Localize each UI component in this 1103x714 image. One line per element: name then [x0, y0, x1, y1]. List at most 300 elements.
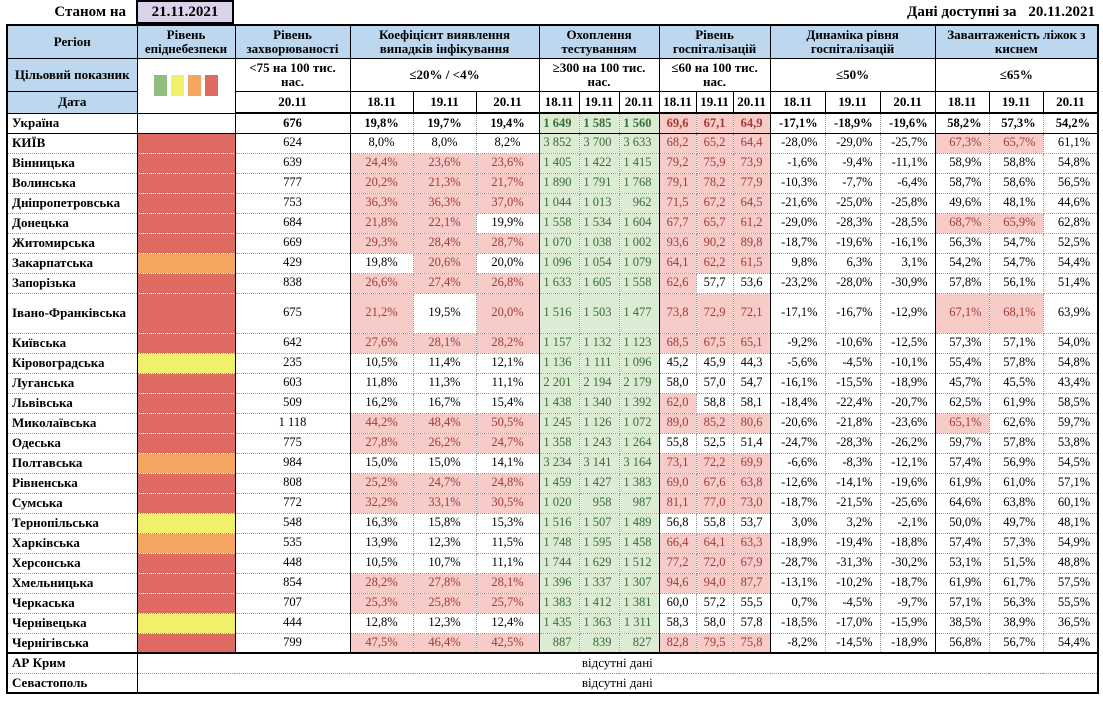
- cell-hospitalization-level: 55,8: [696, 513, 733, 533]
- cell-oxygen-beds: 58,6%: [989, 173, 1043, 193]
- cell-testing-coverage: 1 358: [539, 433, 579, 453]
- region-name: Україна: [7, 113, 137, 133]
- epidemic-level-cell: [137, 613, 235, 633]
- table-row: [7, 553, 1098, 573]
- cell-testing-coverage: 1 890: [539, 173, 579, 193]
- cell-hospitalization-level: 57,2: [696, 593, 733, 613]
- region-name: Закарпатська: [7, 253, 137, 273]
- cell-hospitalization-dynamics: -17,1%: [770, 113, 825, 133]
- cell-hospitalization-level: 78,2: [696, 173, 733, 193]
- cell-oxygen-beds: 54,0%: [1043, 333, 1098, 353]
- cell-oxygen-beds: 54,2%: [935, 253, 989, 273]
- cell-hospitalization-level: 65,1: [733, 333, 770, 353]
- table-row: [7, 373, 1098, 393]
- cell-oxygen-beds: 58,9%: [935, 153, 989, 173]
- cell-testing-coverage: 1 585: [579, 113, 619, 133]
- target-oxygen-beds: ≤65%: [935, 58, 1098, 91]
- topbar: [0, 0, 1103, 24]
- target-detection-coef: ≤20% / <4%: [350, 58, 539, 91]
- cell-testing-coverage: 1 791: [579, 173, 619, 193]
- epidemic-level-cell: [137, 213, 235, 233]
- region-name: Івано-Франківська: [7, 293, 137, 333]
- no-data-cell: відсутні дані: [137, 653, 1098, 673]
- cell-hospitalization-level: 58,0: [659, 373, 696, 393]
- cell-detection-coef: 36,3%: [413, 193, 476, 213]
- cell-hospitalization-dynamics: -8,3%: [825, 453, 880, 473]
- cell-hospitalization-level: 61,2: [733, 213, 770, 233]
- table-row: [7, 333, 1098, 353]
- cell-oxygen-beds: 58,2%: [935, 113, 989, 133]
- table-row: [7, 353, 1098, 373]
- cell-testing-coverage: 1 427: [579, 473, 619, 493]
- cell-detection-coef: 11,8%: [350, 373, 413, 393]
- legend-swatch: [154, 75, 167, 96]
- cell-hospitalization-level: 62,0: [659, 393, 696, 413]
- region-name: Рівненська: [7, 473, 137, 493]
- cell-testing-coverage: 1 459: [539, 473, 579, 493]
- cell-hospitalization-dynamics: -15,9%: [880, 613, 935, 633]
- cell-testing-coverage: 3 234: [539, 453, 579, 473]
- table-row: [7, 493, 1098, 513]
- cell-detection-coef: 20,0%: [476, 253, 539, 273]
- region-name: Полтавська: [7, 453, 137, 473]
- cell-testing-coverage: 1 392: [619, 393, 659, 413]
- epidemic-level-cell: [137, 253, 235, 273]
- cell-hospitalization-level: 79,5: [696, 633, 733, 653]
- cell-hospitalization-dynamics: -9,2%: [770, 333, 825, 353]
- cell-oxygen-beds: 63,8%: [989, 493, 1043, 513]
- cell-hospitalization-dynamics: -25,8%: [880, 193, 935, 213]
- cell-hospitalization-dynamics: -20,6%: [770, 413, 825, 433]
- cell-hospitalization-dynamics: -18,7%: [880, 573, 935, 593]
- cell-oxygen-beds: 56,1%: [989, 273, 1043, 293]
- cell-detection-coef: 47,5%: [350, 633, 413, 653]
- cell-testing-coverage: 1 649: [539, 113, 579, 133]
- cell-oxygen-beds: 65,1%: [935, 413, 989, 433]
- cell-detection-coef: 26,2%: [413, 433, 476, 453]
- cell-hospitalization-level: 64,1: [696, 533, 733, 553]
- cell-detection-coef: 19,4%: [476, 113, 539, 133]
- cell-hospitalization-level: 67,6: [696, 473, 733, 493]
- cell-hospitalization-dynamics: -12,9%: [880, 293, 935, 333]
- cell-oxygen-beds: 65,7%: [989, 133, 1043, 153]
- cell-hospitalization-dynamics: -28,7%: [770, 553, 825, 573]
- cell-hospitalization-level: 65,2: [696, 133, 733, 153]
- cell-oxygen-beds: 56,3%: [989, 593, 1043, 613]
- cell-testing-coverage: 987: [619, 493, 659, 513]
- epidemic-level-cell: [137, 533, 235, 553]
- cell-hospitalization-level: 66,4: [659, 533, 696, 553]
- cell-oxygen-beds: 56,3%: [935, 233, 989, 253]
- cell-testing-coverage: 958: [579, 493, 619, 513]
- region-name: Хмельницька: [7, 573, 137, 593]
- date-header-test: 18.11: [539, 91, 579, 113]
- cell-detection-coef: 12,3%: [413, 613, 476, 633]
- cell-hospitalization-level: 57,7: [696, 273, 733, 293]
- cell-testing-coverage: 1 070: [539, 233, 579, 253]
- cell-detection-coef: 21,3%: [413, 173, 476, 193]
- cell-morbidity: 535: [235, 533, 350, 553]
- cell-detection-coef: 8,0%: [413, 133, 476, 153]
- cell-testing-coverage: 1 096: [619, 353, 659, 373]
- cell-hospitalization-dynamics: -25,7%: [880, 133, 935, 153]
- cell-testing-coverage: 1 558: [539, 213, 579, 233]
- cell-hospitalization-dynamics: -18,7%: [770, 493, 825, 513]
- cell-testing-coverage: 1 560: [619, 113, 659, 133]
- cell-oxygen-beds: 54,8%: [1043, 353, 1098, 373]
- cell-testing-coverage: 1 604: [619, 213, 659, 233]
- cell-hospitalization-dynamics: 0,7%: [770, 593, 825, 613]
- table-row: [7, 133, 1098, 153]
- table-row: [7, 293, 1098, 333]
- region-name: Севастополь: [7, 673, 137, 693]
- date-header-dyn: 20.11: [880, 91, 935, 113]
- cell-detection-coef: 27,8%: [413, 573, 476, 593]
- cell-detection-coef: 15,8%: [413, 513, 476, 533]
- cell-testing-coverage: 1 038: [579, 233, 619, 253]
- cell-testing-coverage: 1 415: [619, 153, 659, 173]
- cell-hospitalization-dynamics: -16,1%: [880, 233, 935, 253]
- region-name: Одеська: [7, 433, 137, 453]
- cell-oxygen-beds: 61,9%: [989, 393, 1043, 413]
- date-header-beds: 18.11: [935, 91, 989, 113]
- epidemic-level-cell: [137, 293, 235, 333]
- cell-detection-coef: 28,4%: [413, 233, 476, 253]
- cell-detection-coef: 46,4%: [413, 633, 476, 653]
- cell-morbidity: 624: [235, 133, 350, 153]
- cell-oxygen-beds: 56,5%: [1043, 173, 1098, 193]
- cell-hospitalization-level: 45,9: [696, 353, 733, 373]
- cell-hospitalization-dynamics: -5,6%: [770, 353, 825, 373]
- cell-hospitalization-dynamics: -29,0%: [825, 133, 880, 153]
- cell-hospitalization-level: 68,5: [659, 333, 696, 353]
- cell-oxygen-beds: 62,5%: [935, 393, 989, 413]
- cell-hospitalization-dynamics: -24,7%: [770, 433, 825, 453]
- cell-oxygen-beds: 48,1%: [989, 193, 1043, 213]
- target-testing-coverage: ≥300 на 100 тис. нас.: [539, 58, 659, 91]
- cell-hospitalization-dynamics: -31,3%: [825, 553, 880, 573]
- cell-hospitalization-level: 53,7: [733, 513, 770, 533]
- date-header-test: 19.11: [579, 91, 619, 113]
- epidemic-level-cell: [137, 113, 235, 133]
- cell-detection-coef: 36,3%: [350, 193, 413, 213]
- cell-testing-coverage: 1 489: [619, 513, 659, 533]
- cell-hospitalization-dynamics: -12,1%: [880, 453, 935, 473]
- cell-hospitalization-level: 73,8: [659, 293, 696, 333]
- cell-detection-coef: 20,0%: [476, 293, 539, 333]
- cell-hospitalization-level: 94,6: [659, 573, 696, 593]
- cell-hospitalization-dynamics: -23,2%: [770, 273, 825, 293]
- cell-hospitalization-dynamics: -4,5%: [825, 353, 880, 373]
- region-name: Вінницька: [7, 153, 137, 173]
- cell-hospitalization-dynamics: -21,6%: [770, 193, 825, 213]
- cell-detection-coef: 12,1%: [476, 353, 539, 373]
- cell-detection-coef: 19,8%: [350, 113, 413, 133]
- cell-testing-coverage: 1 748: [539, 533, 579, 553]
- cell-hospitalization-dynamics: -25,0%: [825, 193, 880, 213]
- cell-hospitalization-dynamics: -14,5%: [825, 633, 880, 653]
- cell-detection-coef: 33,1%: [413, 493, 476, 513]
- col-header-hospitalization-level: Рівень госпіталізацій: [659, 25, 770, 58]
- cell-testing-coverage: 1 245: [539, 413, 579, 433]
- region-name: АР Крим: [7, 653, 137, 673]
- legend-swatch: [188, 75, 201, 96]
- cell-testing-coverage: 2 201: [539, 373, 579, 393]
- col-header-region: Регіон: [7, 25, 137, 58]
- cell-detection-coef: 23,6%: [476, 153, 539, 173]
- cell-detection-coef: 12,4%: [476, 613, 539, 633]
- cell-hospitalization-level: 56,8: [659, 513, 696, 533]
- cell-detection-coef: 19,9%: [476, 213, 539, 233]
- target-hospitalization-level: ≤60 на 100 тис. нас.: [659, 58, 770, 91]
- cell-testing-coverage: 1 363: [579, 613, 619, 633]
- cell-hospitalization-dynamics: 6,3%: [825, 253, 880, 273]
- cell-oxygen-beds: 57,1%: [989, 333, 1043, 353]
- col-header-epidemic-level: Рівень епіднебезпеки: [137, 25, 235, 58]
- cell-detection-coef: 28,1%: [476, 573, 539, 593]
- cell-hospitalization-level: 63,3: [733, 533, 770, 553]
- cell-hospitalization-level: 72,2: [696, 453, 733, 473]
- col-header-morbidity: Рівень захворюваності: [235, 25, 350, 58]
- cell-testing-coverage: 2 194: [579, 373, 619, 393]
- cell-oxygen-beds: 57,8%: [935, 273, 989, 293]
- cell-detection-coef: 28,2%: [476, 333, 539, 353]
- cell-hospitalization-dynamics: -20,7%: [880, 393, 935, 413]
- cell-oxygen-beds: 49,6%: [935, 193, 989, 213]
- cell-oxygen-beds: 56,7%: [989, 633, 1043, 653]
- cell-detection-coef: 26,6%: [350, 273, 413, 293]
- region-name: Кіровоградська: [7, 353, 137, 373]
- cell-hospitalization-level: 58,8: [696, 393, 733, 413]
- epidemic-level-cell: [137, 573, 235, 593]
- region-name: Волинська: [7, 173, 137, 193]
- cell-hospitalization-level: 89,0: [659, 413, 696, 433]
- cell-testing-coverage: 1 132: [579, 333, 619, 353]
- cell-testing-coverage: 1 595: [579, 533, 619, 553]
- cell-testing-coverage: 1 768: [619, 173, 659, 193]
- cell-detection-coef: 28,1%: [413, 333, 476, 353]
- cell-hospitalization-dynamics: -4,5%: [825, 593, 880, 613]
- cell-testing-coverage: 1 558: [619, 273, 659, 293]
- cell-morbidity: 707: [235, 593, 350, 613]
- as-of-label: Станом на: [54, 4, 126, 20]
- as-of-date-box: 21.11.2021: [136, 0, 234, 24]
- cell-oxygen-beds: 48,1%: [1043, 513, 1098, 533]
- cell-detection-coef: 19,7%: [413, 113, 476, 133]
- date-header-coef: 20.11: [476, 91, 539, 113]
- cell-hospitalization-level: 55,5: [733, 593, 770, 613]
- cell-morbidity: 603: [235, 373, 350, 393]
- cell-hospitalization-level: 79,1: [659, 173, 696, 193]
- cell-testing-coverage: 1 111: [579, 353, 619, 373]
- epidemic-level-cell: [137, 453, 235, 473]
- cell-hospitalization-dynamics: -17,0%: [825, 613, 880, 633]
- cell-morbidity: 235: [235, 353, 350, 373]
- cell-hospitalization-dynamics: 3,2%: [825, 513, 880, 533]
- cell-oxygen-beds: 61,0%: [989, 473, 1043, 493]
- cell-morbidity: 675: [235, 293, 350, 333]
- cell-oxygen-beds: 59,7%: [1043, 413, 1098, 433]
- cell-hospitalization-level: 77,0: [696, 493, 733, 513]
- cell-hospitalization-level: 73,0: [733, 493, 770, 513]
- cell-oxygen-beds: 67,1%: [935, 293, 989, 333]
- cell-detection-coef: 12,3%: [413, 533, 476, 553]
- cell-morbidity: 775: [235, 433, 350, 453]
- table-row: [7, 673, 1098, 693]
- epidemic-level-cell: [137, 473, 235, 493]
- cell-hospitalization-dynamics: -9,4%: [825, 153, 880, 173]
- cell-morbidity: 838: [235, 273, 350, 293]
- col-header-detection-coef: Коефіцієнт виявлення випадків інфікування: [350, 25, 539, 58]
- cell-hospitalization-dynamics: -18,9%: [825, 113, 880, 133]
- region-name: Донецька: [7, 213, 137, 233]
- cell-detection-coef: 25,2%: [350, 473, 413, 493]
- cell-testing-coverage: 962: [619, 193, 659, 213]
- cell-hospitalization-dynamics: -21,8%: [825, 413, 880, 433]
- cell-hospitalization-level: 85,2: [696, 413, 733, 433]
- cell-oxygen-beds: 51,5%: [989, 553, 1043, 573]
- epidemic-level-cell: [137, 233, 235, 253]
- cell-oxygen-beds: 38,9%: [989, 613, 1043, 633]
- cell-detection-coef: 11,3%: [413, 373, 476, 393]
- cell-detection-coef: 11,1%: [476, 373, 539, 393]
- cell-hospitalization-level: 69,6: [659, 113, 696, 133]
- table-row: [7, 233, 1098, 253]
- cell-testing-coverage: 3 633: [619, 133, 659, 153]
- epidemic-level-cell: [137, 553, 235, 573]
- cell-oxygen-beds: 51,4%: [1043, 273, 1098, 293]
- cell-testing-coverage: 1 020: [539, 493, 579, 513]
- cell-testing-coverage: 1 002: [619, 233, 659, 253]
- cell-hospitalization-level: 51,4: [733, 433, 770, 453]
- cell-morbidity: 642: [235, 333, 350, 353]
- cell-oxygen-beds: 57,1%: [935, 593, 989, 613]
- cell-morbidity: 548: [235, 513, 350, 533]
- cell-testing-coverage: 1 516: [539, 513, 579, 533]
- cell-hospitalization-dynamics: -13,1%: [770, 573, 825, 593]
- cell-morbidity: 1 118: [235, 413, 350, 433]
- cell-testing-coverage: 1 340: [579, 393, 619, 413]
- cell-hospitalization-dynamics: -18,9%: [770, 533, 825, 553]
- region-name: Чернігівська: [7, 633, 137, 653]
- cell-detection-coef: 23,6%: [413, 153, 476, 173]
- cell-hospitalization-level: 64,1: [659, 253, 696, 273]
- cell-testing-coverage: 1 633: [539, 273, 579, 293]
- cell-testing-coverage: 1 744: [539, 553, 579, 573]
- cell-hospitalization-level: 69,0: [659, 473, 696, 493]
- cell-hospitalization-level: 77,9: [733, 173, 770, 193]
- cell-oxygen-beds: 53,8%: [1043, 433, 1098, 453]
- cell-hospitalization-level: 72,1: [733, 293, 770, 333]
- cell-detection-coef: 13,9%: [350, 533, 413, 553]
- cell-oxygen-beds: 58,7%: [935, 173, 989, 193]
- cell-morbidity: 669: [235, 233, 350, 253]
- cell-morbidity: 753: [235, 193, 350, 213]
- cell-hospitalization-level: 58,1: [733, 393, 770, 413]
- table-row: [7, 413, 1098, 433]
- cell-hospitalization-level: 60,0: [659, 593, 696, 613]
- epidemic-level-legend: [137, 58, 235, 113]
- cell-oxygen-beds: 54,5%: [1043, 453, 1098, 473]
- cell-hospitalization-level: 87,7: [733, 573, 770, 593]
- cell-testing-coverage: 1 072: [619, 413, 659, 433]
- row-label-target: Цільовий показник: [7, 58, 137, 91]
- cell-oxygen-beds: 55,5%: [1043, 593, 1098, 613]
- cell-hospitalization-dynamics: -8,2%: [770, 633, 825, 653]
- cell-detection-coef: 21,8%: [350, 213, 413, 233]
- cell-detection-coef: 22,1%: [413, 213, 476, 233]
- cell-hospitalization-level: 64,9: [733, 113, 770, 133]
- cell-testing-coverage: 1 311: [619, 613, 659, 633]
- epidemic-level-cell: [137, 173, 235, 193]
- cell-oxygen-beds: 54,4%: [1043, 633, 1098, 653]
- cell-detection-coef: 26,8%: [476, 273, 539, 293]
- cell-hospitalization-dynamics: -18,5%: [770, 613, 825, 633]
- cell-hospitalization-level: 54,7: [733, 373, 770, 393]
- cell-oxygen-beds: 43,4%: [1043, 373, 1098, 393]
- cell-detection-coef: 19,5%: [413, 293, 476, 333]
- cell-detection-coef: 10,7%: [413, 553, 476, 573]
- cell-detection-coef: 8,0%: [350, 133, 413, 153]
- cell-hospitalization-dynamics: 9,8%: [770, 253, 825, 273]
- cell-testing-coverage: 827: [619, 633, 659, 653]
- cell-testing-coverage: 1 044: [539, 193, 579, 213]
- cell-morbidity: 772: [235, 493, 350, 513]
- cell-hospitalization-level: 90,2: [696, 233, 733, 253]
- cell-testing-coverage: 1 264: [619, 433, 659, 453]
- cell-detection-coef: 10,5%: [350, 553, 413, 573]
- region-name: КИЇВ: [7, 133, 137, 153]
- cell-hospitalization-dynamics: -29,0%: [770, 213, 825, 233]
- cell-detection-coef: 25,7%: [476, 593, 539, 613]
- cell-testing-coverage: 1 054: [579, 253, 619, 273]
- cell-oxygen-beds: 53,1%: [935, 553, 989, 573]
- cell-hospitalization-level: 93,6: [659, 233, 696, 253]
- cell-oxygen-beds: 61,1%: [1043, 133, 1098, 153]
- region-name: Київська: [7, 333, 137, 353]
- cell-testing-coverage: 3 164: [619, 453, 659, 473]
- cell-hospitalization-level: 65,7: [696, 213, 733, 233]
- cell-testing-coverage: 1 477: [619, 293, 659, 333]
- cell-detection-coef: 15,0%: [350, 453, 413, 473]
- epidemic-level-cell: [137, 633, 235, 653]
- target-morbidity: <75 на 100 тис. нас.: [235, 58, 350, 91]
- region-name: Запорізька: [7, 273, 137, 293]
- no-data-cell: відсутні дані: [137, 673, 1098, 693]
- cell-detection-coef: 24,7%: [476, 433, 539, 453]
- cell-oxygen-beds: 57,3%: [989, 533, 1043, 553]
- cell-detection-coef: 16,2%: [350, 393, 413, 413]
- cell-detection-coef: 16,3%: [350, 513, 413, 533]
- cell-testing-coverage: 1 422: [579, 153, 619, 173]
- cell-testing-coverage: 1 013: [579, 193, 619, 213]
- cell-morbidity: 777: [235, 173, 350, 193]
- cell-hospitalization-level: 64,5: [733, 193, 770, 213]
- cell-hospitalization-dynamics: 3,1%: [880, 253, 935, 273]
- cell-oxygen-beds: 60,1%: [1043, 493, 1098, 513]
- cell-hospitalization-dynamics: -11,1%: [880, 153, 935, 173]
- table-row: [7, 253, 1098, 273]
- cell-testing-coverage: 839: [579, 633, 619, 653]
- cell-detection-coef: 11,5%: [476, 533, 539, 553]
- cell-hospitalization-dynamics: -7,7%: [825, 173, 880, 193]
- cell-hospitalization-level: 69,9: [733, 453, 770, 473]
- region-name: Харківська: [7, 533, 137, 553]
- cell-detection-coef: 24,4%: [350, 153, 413, 173]
- cell-hospitalization-dynamics: -19,4%: [825, 533, 880, 553]
- cell-hospitalization-dynamics: -18,9%: [880, 373, 935, 393]
- cell-oxygen-beds: 67,3%: [935, 133, 989, 153]
